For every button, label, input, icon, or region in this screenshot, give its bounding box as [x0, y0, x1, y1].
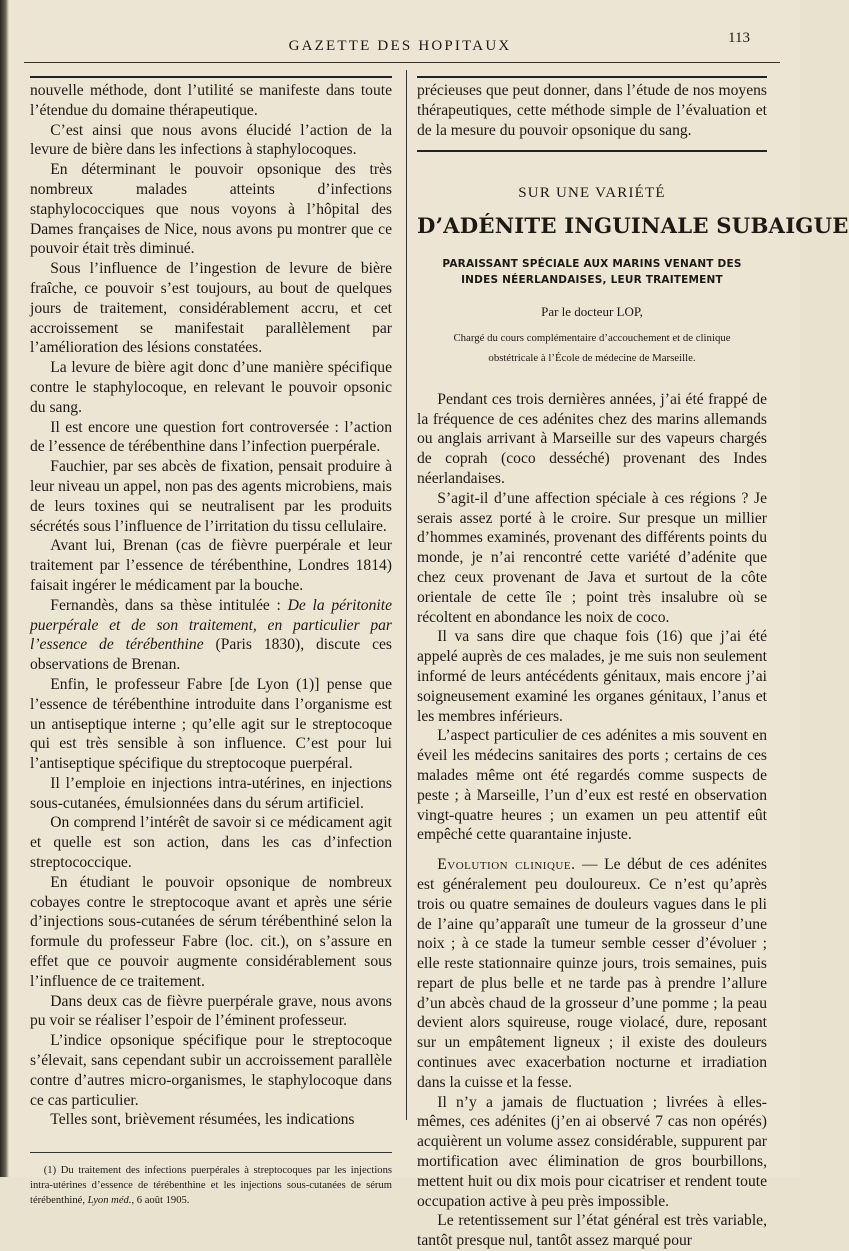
journal-name: Lyon méd.: [87, 1195, 132, 1207]
paragraph: En étudiant le pouvoir opsonique de nombreux cobayes contre le streptocoque avant et après une série d’injections sous-cutanées de sérum térébenthiné selon la formule du professeur Fabre (loc. cit.), on s’assure en effet que ce pouvoir augmente considérablement sous l’influence de ce traitement.: [30, 873, 392, 990]
paragraph-evolution: [417, 855, 767, 1093]
paragraph: L’indice opsonique spécifique pour le streptocoque s’élevait, sans cependant subir un accroissement parallèle contre d’autres micro-organismes, le staphylocoque dans ce cas particulier.: [30, 1032, 392, 1109]
column-top-rule: [417, 76, 767, 78]
text-run: , 6 août 1905.: [131, 1195, 190, 1207]
text-run: (1) Du traitement des infections puerpérales à streptocoques par les injections intra-utérines d’essence de térébenthine et les injections sous-cutanées de sérum térébenthiné,: [30, 1165, 392, 1207]
text-run: — Le début de ces adénites est généralement peu douloureux. Ce n’est qu’après trois ou quatre semaines de douleurs vagues dans le pli de l’aine qu’apparaît une tumeur de la grosseur d’une noix ; à ce stade la tumeur semble cesser d’évoluer ; elle reste stationnaire quinze jours, trois semaines, puis repart de plus belle et ne tarde pas à prendre l’allure d’un abcès chaud de la grosseur d’une pomme ; la peau devient alors squireuse, rouge violacé, dure, reposant sur un empâtement ligneux ; il existe des douleurs continues avec exacerbation nocturne et irradiation dans la cuisse et la fesse.: [417, 856, 768, 1091]
paragraph: Il n’y a jamais de fluctuation ; livrées à elles-mêmes, ces adénites (j’en ai observé 7 cas non opérés) acquièrent un volume assez considérable, suppurent par mortification avec élimination de gros bourbillons, mettent huit ou dix mois pour cicatriser et rendent toute occupation active à peu près impossible.: [417, 1093, 767, 1210]
paragraph: précieuses que peut donner, dans l’étude de nos moyens thérapeutiques, cette méthode simple de l’évaluation et de la mesure du pouvoir opsonique du sang.: [417, 82, 767, 139]
article-subtitle: PARAISSANT SPÉCIALE AUX MARINS VENANT DES INDES NÉERLANDAISES, LEUR TRAITEMENT: [442, 257, 742, 286]
thesis-title: De la péritonite puerpérale et de son traitement, en particulier par l’essence de térébenthine: [30, 596, 392, 654]
paragraph: Le retentissement sur l’état général est très variable, tantôt presque nul, tantôt assez marqué pour: [417, 1212, 767, 1250]
column-top-rule: [30, 76, 392, 78]
page-number: 113: [728, 30, 750, 46]
header-rule: [24, 62, 780, 63]
paragraph: S’agit-il d’une affection spéciale à ces régions ? Je serais assez porté à le croire. Sur presque un millier d’hommes examinés, provenant des différents points du monde, je n’ai rencontré cette variété d’adénite que chez ceux provenant de Java et surtout de la côte orientale de cette île ; point très insalubre où se récoltent en abondance les noix de coco.: [417, 489, 767, 626]
paragraph: La levure de bière agit donc d’une manière spécifique contre le staphylocoque, en relevant le pouvoir opsonic du sang.: [30, 359, 392, 416]
footnote-rule: [30, 1152, 392, 1153]
paragraph: On comprend l’intérêt de savoir si ce médicament agit et quelle est son action, dans les cas d’infection streptococcique.: [30, 814, 392, 872]
paragraph: Il va sans dire que chaque fois (16) que j’ai été appelé auprès de ces malades, je me suis non seulement informé de leurs antécédents génitaux, mais encore j’ai soigneusement examiné les organes génitaux, l’anus et les membres inférieurs.: [417, 628, 767, 725]
running-title: GAZETTE DES HOPITAUX: [288, 38, 512, 54]
text-run: Fernandès, dans sa thèse intitulée :: [50, 596, 288, 614]
paragraph: Avant lui, Brenan (cas de fièvre puerpérale et leur traitement par l’essence de térébenthine, Londres 1814) faisait ingérer le médicament par la bouche.: [30, 537, 392, 594]
paragraph: Sous l’influence de l’ingestion de levure de bière fraîche, ce pouvoir s’est toujours, au bout de quelques jours de traitement, considérablement accru, et cet accroissement se manifestait parallèlement par l’amélioration des lésions constatées.: [30, 260, 392, 357]
article-author: Par le docteur LOP,: [541, 303, 643, 319]
binding-edge: [0, 0, 9, 1177]
paragraph: En déterminant le pouvoir opsonique des très nombreux malades atteints d’infections staphylococciques que nous voyons à l’hôpital des Dames françaises de Nice, nous avons pu montrer que ce pouvoir était très diminué.: [30, 161, 392, 258]
paragraph: Fauchier, par ses abcès de fixation, pensait produire à leur niveau un appel, non pas des agents microbiens, mais de leurs toxines qui se neutralisent par les produits sécrétés sous l’influence de l’irritation du tissu cellulaire.: [30, 458, 392, 535]
paragraph: Telles sont, brièvement résumées, les indications: [50, 1111, 355, 1129]
footnote: [30, 1163, 392, 1208]
paragraph: Dans deux cas de fièvre puerpérale grave, nous avons pu voir se réaliser l’espoir de l’éminent professeur.: [30, 992, 392, 1030]
paragraph: Il l’emploie en injections intra-utérines, en injections sous-cutanées, émulsionnées dans du sérum artificiel.: [30, 774, 392, 812]
paragraph: C’est ainsi que nous avons élucidé l’action de la levure de bière dans les infections à staphylocoques.: [30, 121, 392, 159]
paragraph: Enfin, le professeur Fabre [de Lyon (1)] pense que l’essence de térébenthine introduite dans l’organisme est un antiseptique interne ; qu’elle agit sur le streptocoque qui est très sensible à son influence. C’est pour lui l’antiseptique spécifique du streptocoque puerpéral.: [30, 675, 392, 773]
text-run: (Paris 1830), discute ces observations de Brenan.: [30, 636, 392, 674]
paragraph: Pendant ces trois dernières années, j’ai été frappé de la fréquence de ces adénites chez des marins allemands ou anglais arrivant à Marseille sur des vapeurs chargés de coprah (coco desséché) provenant des Indes néerlandaises.: [417, 390, 767, 487]
paragraph: L’aspect particulier de ces adénites a mis souvent en éveil les médecins sanitaires des ports ; certains de ces malades même ont été regardés comme suspects de peste ; à Marseille, l’un d’eux est resté en observation vingt-quatre heures ; un examen un peu attentif eût empêché cette quarantaine injuste.: [417, 727, 767, 844]
paragraph-fernandes: [30, 596, 392, 675]
paragraph: nouvelle méthode, dont l’utilité se manifeste dans toute l’étendue du domaine thérapeutique.: [30, 82, 392, 119]
article-title: D’ADÉNITE INGUINALE SUBAIGUE: [417, 213, 849, 239]
article-affiliation: Chargé du cours complémentaire d’accouchement et de clinique obstétricale à l’École de médecine de Marseille.: [453, 331, 731, 364]
column-divider: [406, 70, 407, 1120]
article-kicker: SUR UNE VARIÉTÉ: [518, 185, 666, 202]
section-heading: Evolution clinique.: [437, 856, 576, 874]
section-rule: [417, 150, 767, 152]
paragraph: Il est encore une question fort controversée : l’action de l’essence de térébenthine dans l’infection puerpérale.: [30, 418, 392, 456]
left-column: [30, 76, 392, 1208]
right-column: [417, 76, 849, 1251]
